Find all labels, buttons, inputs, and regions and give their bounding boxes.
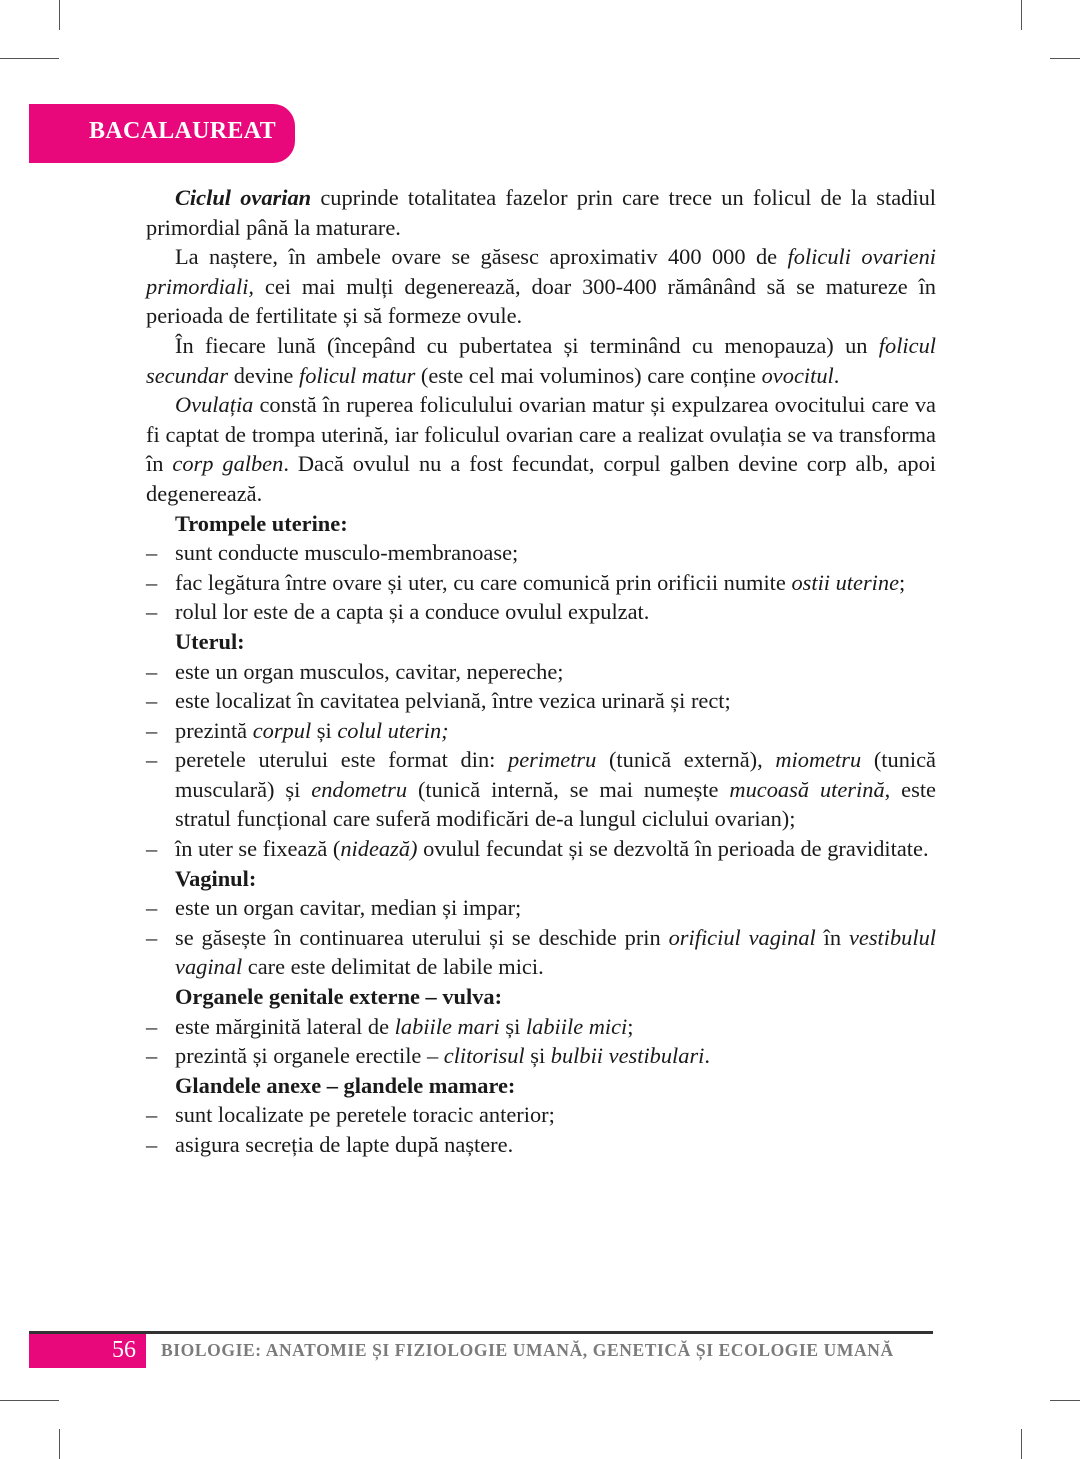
- anatomy-sections: [146, 509, 936, 1160]
- dash-bullet-icon: –: [146, 836, 158, 862]
- dash-bullet-icon: –: [146, 540, 158, 566]
- text-run: se găsește în continuarea uterului și se deschide prin: [175, 924, 669, 950]
- text-run: fac legătura între ovare și uter, cu care comunică prin orificii numite: [175, 569, 792, 595]
- dash-bullet-icon: –: [146, 1102, 158, 1128]
- crop-mark: [1050, 1400, 1080, 1401]
- emphasis-term: corp galben: [172, 451, 284, 477]
- page-body: [146, 183, 936, 1160]
- crop-mark: [1021, 1429, 1022, 1459]
- text-run: ovulul fecundat și se dezvoltă în perioada de graviditate.: [417, 836, 929, 862]
- text-run: (tunică internă, se mai numește: [407, 776, 730, 802]
- section-tag: [29, 104, 295, 163]
- emphasis-term: miometru: [775, 747, 862, 773]
- list-item: [146, 745, 936, 834]
- text-run: , este stratul funcțional care suferă modificări de-a lungul ciclului ovarian);: [175, 776, 936, 832]
- emphasis-term: orificiul vaginal: [668, 924, 816, 950]
- text-run: este localizat în cavitatea pelviană, între vezica urinară și rect;: [175, 688, 731, 714]
- list-item: [146, 1012, 936, 1042]
- text-run: (tunică musculară) și: [175, 747, 936, 802]
- text-run: (tunică externă),: [596, 747, 776, 773]
- emphasis-term: nidează): [340, 836, 418, 862]
- text-run: prezintă: [175, 717, 253, 743]
- dash-bullet-icon: –: [146, 1132, 158, 1157]
- bullet-list: [146, 1012, 936, 1071]
- text-run: cei mai mulți degenerează, doar 300-400 rămânând să se matureze în perioada de fertilitate și să formeze ovule.: [146, 273, 936, 329]
- list-item: [146, 1100, 936, 1130]
- text-run: ;: [899, 569, 906, 595]
- list-item: [146, 568, 936, 598]
- list-item: [146, 1041, 936, 1071]
- emphasis-term: foliculi ovarieni primordiali,: [146, 244, 936, 299]
- text-run: .: [704, 1043, 711, 1069]
- dash-bullet-icon: –: [146, 924, 158, 950]
- dash-bullet-icon: –: [146, 658, 158, 684]
- section-heading: Vaginul:: [175, 865, 257, 891]
- list-item: [146, 893, 936, 923]
- crop-mark: [59, 0, 60, 30]
- text-run: În fiecare lună (începând cu pubertatea și terminând cu menopauza) un: [175, 332, 879, 358]
- paragraph: [146, 390, 936, 508]
- emphasis-term: labiile mici: [525, 1013, 628, 1039]
- emphasis-term: bulbii vestibulari: [550, 1043, 705, 1069]
- section-heading: Glandele anexe – glandele mamare:: [175, 1072, 516, 1098]
- emphasis-term: vestibulul vaginal: [175, 924, 936, 980]
- text-run: și: [311, 717, 338, 743]
- text-run: constă în ruperea foliculului ovarian matur și expulzarea ovocitului care va fi captat de trompa uterină, iar foliculul ovarian care a realizat ovulația se va transforma în: [146, 392, 936, 477]
- paragraph: [146, 242, 936, 331]
- emphasis-term: Ciclul ovarian: [175, 185, 312, 210]
- text-run: asigura secreția de lapte după naștere.: [175, 1132, 514, 1157]
- text-run: în uter se fixează (: [175, 836, 341, 862]
- dash-bullet-icon: –: [146, 569, 158, 595]
- emphasis-term: colul uterin;: [337, 717, 449, 743]
- emphasis-term: ostii uterine: [791, 569, 900, 595]
- text-run: este un organ cavitar, median și impar;: [175, 895, 522, 921]
- dash-bullet-icon: –: [146, 688, 158, 714]
- text-run: cuprinde totalitatea fazelor prin care trece un folicul de la stadiul primordial până la maturare.: [146, 185, 936, 240]
- text-run: prezintă și organele erectile –: [175, 1043, 444, 1069]
- list-item: [146, 1130, 936, 1160]
- crop-mark: [1050, 58, 1080, 59]
- bullet-list: [146, 1100, 936, 1159]
- emphasis-term: corpul: [252, 717, 312, 743]
- text-run: sunt localizate pe peretele toracic anterior;: [175, 1102, 555, 1128]
- emphasis-term: endometru: [311, 776, 408, 802]
- paragraph: [146, 183, 936, 242]
- book-title: BIOLOGIE: ANATOMIE ȘI FIZIOLOGIE UMANĂ, GENETICĂ ȘI ECOLOGIE UMANĂ: [161, 1340, 894, 1360]
- section-tag-label: BACALAUREAT: [89, 118, 276, 144]
- dash-bullet-icon: –: [146, 717, 158, 743]
- dash-bullet-icon: –: [146, 1013, 158, 1039]
- emphasis-term: labiile mari: [394, 1013, 500, 1039]
- page-number: 56: [112, 1337, 136, 1363]
- text-run: în: [815, 924, 849, 950]
- text-run: ;: [627, 1013, 634, 1039]
- dash-bullet-icon: –: [146, 895, 158, 921]
- text-run: devine: [228, 362, 299, 388]
- emphasis-term: ovocitul: [761, 362, 834, 388]
- text-run: și: [499, 1013, 526, 1039]
- text-run: este mărginită lateral de: [175, 1013, 395, 1039]
- list-item: [146, 716, 936, 746]
- section-heading: Trompele uterine:: [175, 510, 348, 536]
- crop-mark: [0, 1400, 59, 1401]
- text-run: .: [833, 362, 840, 388]
- emphasis-term: clitorisul: [443, 1043, 525, 1069]
- list-item: [146, 923, 936, 982]
- crop-mark: [0, 58, 59, 59]
- text-run: La naștere, în ambele ovare se găsesc aproximativ 400 000 de: [175, 244, 788, 270]
- footer-rule: [29, 1331, 933, 1334]
- dash-bullet-icon: –: [146, 1043, 158, 1069]
- emphasis-term: folicul matur: [298, 362, 416, 388]
- list-item: [146, 597, 936, 627]
- crop-mark: [1021, 0, 1022, 30]
- text-run: rolul lor este de a capta și a conduce ovulul expulzat.: [175, 599, 650, 625]
- emphasis-term: Ovulația: [175, 392, 254, 418]
- emphasis-term: perimetru: [508, 747, 597, 773]
- page-number-box: [29, 1334, 146, 1368]
- text-run: . Dacă ovulul nu a fost fecundat, corpul galben devine corp alb, apoi degenerează.: [146, 451, 936, 506]
- list-item: [146, 834, 936, 864]
- intro-paragraphs: [146, 183, 936, 509]
- list-item: [146, 538, 936, 568]
- emphasis-term: folicul secundar: [146, 332, 936, 388]
- bullet-list: [146, 657, 936, 864]
- emphasis-term: mucoasă uterină: [729, 776, 885, 802]
- text-run: (este cel mai voluminos) care conține: [415, 362, 762, 388]
- text-run: care este delimitat de labile mici.: [242, 954, 544, 980]
- text-run: și: [524, 1043, 551, 1069]
- text-run: peretele uterului este format din:: [175, 747, 509, 773]
- dash-bullet-icon: –: [146, 599, 158, 625]
- list-item: [146, 657, 936, 687]
- paragraph: [146, 331, 936, 390]
- dash-bullet-icon: –: [146, 747, 158, 773]
- bullet-list: [146, 538, 936, 627]
- section-heading: Uterul:: [175, 628, 245, 654]
- list-item: [146, 686, 936, 716]
- text-run: este un organ musculos, cavitar, nepereche;: [175, 658, 564, 684]
- bullet-list: [146, 893, 936, 982]
- section-heading: Organele genitale externe – vulva:: [175, 984, 503, 1010]
- text-run: sunt conducte musculo-membranoase;: [175, 540, 519, 566]
- crop-mark: [59, 1429, 60, 1459]
